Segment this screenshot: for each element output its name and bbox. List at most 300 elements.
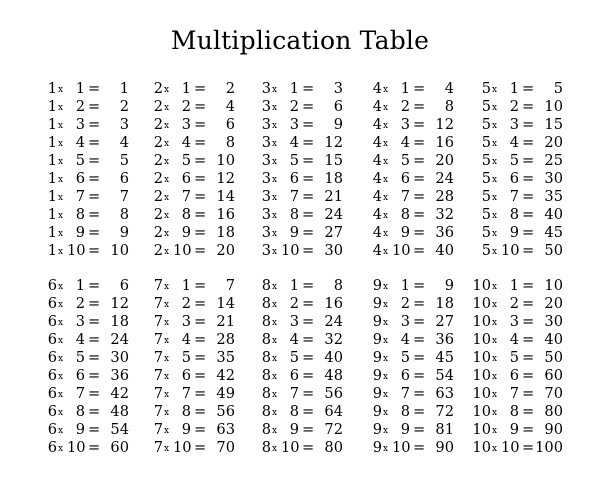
times-sign: x [164,426,170,436]
multiplicand: 4 [372,188,382,205]
multiplier: 2 [181,98,191,115]
multiplicand: 9 [372,385,382,402]
times-sign: x [383,193,389,203]
multiplier: 10 [392,242,411,259]
product: 30 [324,242,343,259]
equals-sign: = [413,277,426,294]
product: 100 [535,439,563,456]
times-sign: x [164,408,170,418]
product: 49 [216,385,235,402]
equals-sign: = [88,206,101,223]
equals-sign: = [522,403,535,420]
product: 6 [119,170,129,187]
equals-sign: = [302,206,315,223]
equals-sign: = [302,331,315,348]
equals-sign: = [522,242,535,259]
equals-sign: = [413,367,426,384]
product: 45 [435,349,454,366]
multiplier: 5 [181,349,191,366]
times-sign: x [272,157,278,167]
multiplicand: 5 [481,116,491,133]
multiplier: 5 [181,152,191,169]
product: 16 [216,206,235,223]
multiplicand: 6 [47,313,57,330]
equals-sign: = [194,403,207,420]
multiplier: 5 [75,152,85,169]
multiplier: 7 [509,385,519,402]
times-sign: x [164,103,170,113]
multiplier: 10 [392,439,411,456]
equals-sign: = [194,188,207,205]
times-sign: x [383,103,389,113]
product: 32 [324,331,343,348]
product: 24 [324,313,343,330]
multiplicand: 6 [47,349,57,366]
product: 8 [333,277,343,294]
multiplier: 7 [289,385,299,402]
times-sign: x [492,193,498,203]
multiplier: 1 [400,80,410,97]
product: 35 [216,349,235,366]
product: 32 [435,206,454,223]
equals-sign: = [88,80,101,97]
times-sign: x [383,211,389,221]
multiplier: 3 [509,116,519,133]
times-sign: x [272,229,278,239]
multiplier: 2 [289,295,299,312]
multiplier: 6 [509,170,519,187]
equals-sign: = [88,367,101,384]
times-sign: x [164,318,170,328]
multiplier: 6 [400,367,410,384]
product: 56 [216,403,235,420]
equals-sign: = [522,152,535,169]
times-sign: x [164,444,170,454]
multiplier: 8 [75,206,85,223]
multiplicand: 9 [372,403,382,420]
equals-sign: = [302,349,315,366]
times-sign: x [383,372,389,382]
multiplier: 3 [509,313,519,330]
product: 54 [110,421,129,438]
multiplier: 5 [289,349,299,366]
product: 6 [333,98,343,115]
multiplicand: 6 [47,331,57,348]
multiplicand: 5 [481,170,491,187]
product: 14 [216,295,235,312]
multiplier: 5 [509,152,519,169]
product: 14 [216,188,235,205]
multiplicand: 9 [372,367,382,384]
equals-sign: = [88,170,101,187]
multiplier: 3 [400,116,410,133]
multiplier: 10 [173,242,192,259]
multiplicand: 8 [261,385,271,402]
equals-sign: = [302,224,315,241]
product: 20 [544,134,563,151]
product: 64 [324,403,343,420]
product: 3 [119,116,129,133]
product: 7 [225,277,235,294]
equals-sign: = [88,98,101,115]
multiplicand: 8 [261,295,271,312]
product: 90 [435,439,454,456]
multiplier: 4 [181,331,191,348]
multiplier: 2 [181,295,191,312]
times-sign: x [383,229,389,239]
equals-sign: = [302,385,315,402]
equals-sign: = [194,295,207,312]
times-sign: x [164,85,170,95]
multiplicand: 1 [47,80,57,97]
multiplier: 2 [289,98,299,115]
times-sign: x [58,354,64,364]
multiplier: 3 [181,116,191,133]
times-sign: x [58,300,64,310]
product: 50 [544,349,563,366]
multiplier: 4 [400,331,410,348]
equals-sign: = [413,349,426,366]
equals-sign: = [413,331,426,348]
product: 12 [435,116,454,133]
multiplier: 3 [289,313,299,330]
multiplier: 8 [400,403,410,420]
equals-sign: = [302,80,315,97]
equals-sign: = [522,331,535,348]
equals-sign: = [413,116,426,133]
times-sign: x [492,282,498,292]
multiplier: 10 [281,242,300,259]
multiplier: 5 [509,349,519,366]
multiplier: 8 [289,206,299,223]
multiplicand: 1 [47,242,57,259]
product: 21 [216,313,235,330]
equals-sign: = [194,170,207,187]
multiplier: 1 [400,277,410,294]
multiplier: 10 [501,439,520,456]
multiplicand: 10 [472,313,491,330]
product: 12 [216,170,235,187]
times-sign: x [272,103,278,113]
times-sign: x [383,157,389,167]
multiplicand: 2 [153,206,163,223]
times-sign: x [272,408,278,418]
multiplicand: 2 [153,170,163,187]
times-sign: x [164,372,170,382]
equals-sign: = [302,403,315,420]
multiplicand: 9 [372,421,382,438]
multiplier: 4 [181,134,191,151]
multiplier: 4 [509,331,519,348]
product: 8 [444,98,454,115]
product: 15 [544,116,563,133]
multiplier: 5 [400,152,410,169]
times-sign: x [492,390,498,400]
times-sign: x [58,139,64,149]
product: 10 [544,277,563,294]
equals-sign: = [522,349,535,366]
product: 5 [119,152,129,169]
multiplicand: 5 [481,80,491,97]
multiplier: 6 [181,367,191,384]
times-sign: x [272,282,278,292]
multiplicand: 2 [153,224,163,241]
multiplicand: 10 [472,331,491,348]
equals-sign: = [413,313,426,330]
multiplicand: 5 [481,152,491,169]
times-sign: x [58,390,64,400]
product: 7 [119,188,129,205]
multiplier: 9 [75,421,85,438]
times-sign: x [492,157,498,167]
product: 72 [435,403,454,420]
equals-sign: = [88,313,101,330]
multiplier: 7 [75,385,85,402]
multiplicand: 6 [47,295,57,312]
equals-sign: = [302,116,315,133]
multiplicand: 7 [153,439,163,456]
equals-sign: = [302,277,315,294]
multiplier: 7 [75,188,85,205]
multiplicand: 1 [47,206,57,223]
multiplicand: 4 [372,224,382,241]
product: 63 [435,385,454,402]
times-sign: x [272,85,278,95]
multiplier: 1 [509,80,519,97]
equals-sign: = [413,403,426,420]
product: 12 [110,295,129,312]
times-sign: x [58,103,64,113]
page-title: Multiplication Table [170,26,430,55]
multiplier: 6 [181,170,191,187]
product: 9 [333,116,343,133]
multiplier: 1 [75,277,85,294]
times-sign: x [164,300,170,310]
multiplicand: 5 [481,224,491,241]
times-sign: x [164,175,170,185]
times-sign: x [58,336,64,346]
product: 30 [544,170,563,187]
times-sign: x [383,282,389,292]
times-sign: x [492,229,498,239]
equals-sign: = [302,367,315,384]
multiplier: 10 [281,439,300,456]
multiplicand: 9 [372,313,382,330]
multiplicand: 6 [47,277,57,294]
equals-sign: = [413,134,426,151]
multiplier: 6 [509,367,519,384]
product: 18 [324,170,343,187]
multiplicand: 6 [47,439,57,456]
multiplicand: 3 [261,224,271,241]
multiplier: 8 [509,403,519,420]
equals-sign: = [88,331,101,348]
multiplier: 9 [181,421,191,438]
equals-sign: = [302,295,315,312]
multiplicand: 3 [261,206,271,223]
multiplier: 8 [181,403,191,420]
multiplier: 5 [289,152,299,169]
multiplicand: 8 [261,331,271,348]
equals-sign: = [522,80,535,97]
multiplicand: 7 [153,295,163,312]
product: 28 [216,331,235,348]
product: 40 [324,349,343,366]
multiplier: 1 [181,277,191,294]
multiplicand: 3 [261,134,271,151]
multiplier: 1 [75,80,85,97]
product: 72 [324,421,343,438]
multiplicand: 2 [153,242,163,259]
equals-sign: = [302,439,315,456]
multiplicand: 2 [153,116,163,133]
multiplicand: 2 [153,98,163,115]
product: 20 [216,242,235,259]
times-sign: x [492,103,498,113]
product: 36 [110,367,129,384]
multiplicand: 8 [261,349,271,366]
multiplicand: 4 [372,134,382,151]
multiplier: 7 [181,385,191,402]
multiplicand: 4 [372,152,382,169]
multiplier: 1 [289,277,299,294]
times-sign: x [492,85,498,95]
product: 24 [110,331,129,348]
equals-sign: = [194,242,207,259]
multiplicand: 7 [153,313,163,330]
equals-sign: = [194,367,207,384]
multiplier: 1 [509,277,519,294]
multiplicand: 9 [372,439,382,456]
times-sign: x [164,229,170,239]
times-sign: x [383,247,389,257]
multiplicand: 10 [472,277,491,294]
multiplicand: 1 [47,224,57,241]
equals-sign: = [194,313,207,330]
times-sign: x [58,85,64,95]
times-sign: x [164,211,170,221]
multiplicand: 7 [153,277,163,294]
multiplicand: 10 [472,385,491,402]
equals-sign: = [413,152,426,169]
multiplicand: 4 [372,170,382,187]
multiplier: 9 [400,224,410,241]
product: 25 [544,152,563,169]
multiplier: 6 [75,170,85,187]
multiplicand: 9 [372,295,382,312]
equals-sign: = [194,152,207,169]
multiplier: 4 [289,134,299,151]
equals-sign: = [194,421,207,438]
multiplicand: 1 [47,98,57,115]
equals-sign: = [522,188,535,205]
product: 2 [225,80,235,97]
multiplicand: 2 [153,188,163,205]
equals-sign: = [194,277,207,294]
multiplier: 8 [400,206,410,223]
multiplier: 9 [289,421,299,438]
multiplier: 7 [181,188,191,205]
multiplicand: 4 [372,80,382,97]
multiplicand: 6 [47,421,57,438]
multiplicand: 7 [153,331,163,348]
multiplicand: 7 [153,385,163,402]
equals-sign: = [88,403,101,420]
multiplicand: 3 [261,170,271,187]
product: 27 [324,224,343,241]
equals-sign: = [413,170,426,187]
product: 36 [435,331,454,348]
product: 20 [435,152,454,169]
multiplier: 8 [181,206,191,223]
times-sign: x [272,318,278,328]
times-sign: x [58,318,64,328]
times-sign: x [492,211,498,221]
times-sign: x [492,247,498,257]
product: 3 [333,80,343,97]
times-sign: x [58,444,64,454]
multiplicand: 8 [261,421,271,438]
multiplicand: 5 [481,206,491,223]
equals-sign: = [88,439,101,456]
multiplicand: 6 [47,403,57,420]
product: 10 [544,98,563,115]
product: 10 [110,242,129,259]
multiplicand: 9 [372,331,382,348]
times-sign: x [492,121,498,131]
multiplicand: 5 [481,98,491,115]
times-sign: x [383,408,389,418]
multiplicand: 1 [47,134,57,151]
product: 21 [324,188,343,205]
multiplicand: 2 [153,134,163,151]
times-sign: x [164,282,170,292]
equals-sign: = [194,349,207,366]
equals-sign: = [302,188,315,205]
product: 63 [216,421,235,438]
multiplicand: 10 [472,421,491,438]
times-sign: x [383,139,389,149]
multiplier: 10 [501,242,520,259]
product: 40 [544,206,563,223]
times-sign: x [492,336,498,346]
multiplicand: 3 [261,80,271,97]
multiplicand: 9 [372,277,382,294]
multiplicand: 1 [47,152,57,169]
product: 70 [216,439,235,456]
times-sign: x [272,175,278,185]
multiplier: 3 [400,313,410,330]
times-sign: x [383,426,389,436]
product: 60 [110,439,129,456]
product: 4 [225,98,235,115]
multiplicand: 7 [153,349,163,366]
product: 40 [544,331,563,348]
equals-sign: = [194,439,207,456]
multiplicand: 6 [47,367,57,384]
equals-sign: = [88,295,101,312]
product: 42 [110,385,129,402]
times-sign: x [164,390,170,400]
product: 27 [435,313,454,330]
product: 80 [544,403,563,420]
multiplier: 2 [75,98,85,115]
equals-sign: = [413,206,426,223]
multiplicand: 1 [47,188,57,205]
multiplicand: 5 [481,242,491,259]
multiplier: 3 [181,313,191,330]
times-sign: x [58,408,64,418]
